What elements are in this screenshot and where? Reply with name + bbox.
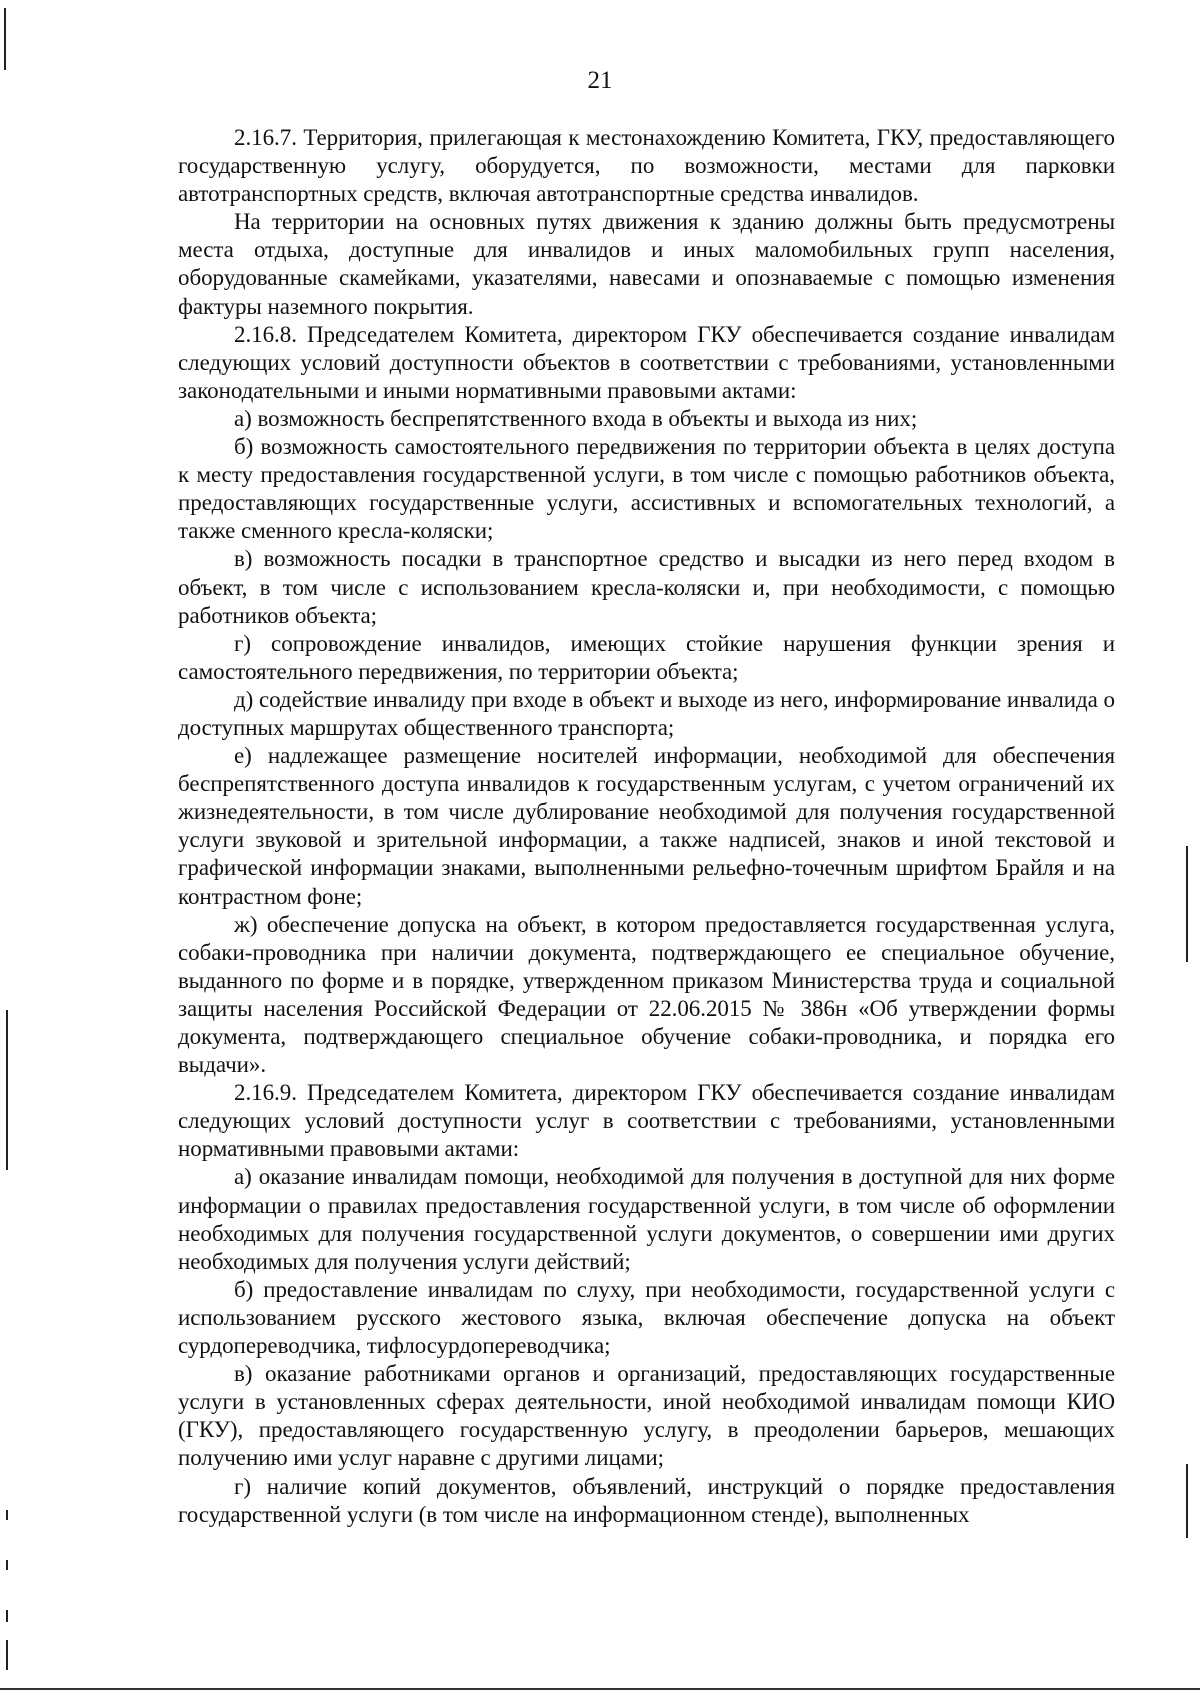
list-item-d: д) содействие инвалиду при входе в объект и выходе из него, информирование инвалида о доступных маршрутах общественного транспорта;	[178, 686, 1115, 740]
list-item-a: а) возможность беспрепятственного входа в объекты и выхода из них;	[234, 405, 918, 431]
list-item-g-services: г) наличие копий документов, объявлений, инструкций о порядке предоставления государственной услуги (в том числе на информационном стенде), выполненных	[178, 1473, 1115, 1527]
list-item-zh: ж) обеспечение допуска на объект, в котором предоставляется государственная услуга, собаки-проводника при наличии документа, подтверждающего ее специальное обучение, выданного по форме и в порядке, утвержденном приказом Министерства труда и социальной защиты населения Российской Федерации от 22.06.2015 № 386н «Об утверждении формы документа, подтверждающего специальное обучение собаки-проводника, и порядка его выдачи».	[178, 911, 1115, 1078]
list-item-v: в) возможность посадки в транспортное средство и высадки из него перед входом в объект, в том числе с использованием кресла-коляски и, при необходимости, с помощью работников объекта;	[178, 546, 1115, 628]
paragraph-rest-areas: На территории на основных путях движения к зданию должны быть предусмотрены места отдыха, доступные для инвалидов и иных маломобильных групп населения, оборудованные скамейками, указателями, навесами и опознаваемые с помощью изменения фактуры наземного покрытия.	[178, 209, 1115, 319]
list-item-e: е) надлежащее размещение носителей информации, необходимой для обеспечения беспрепятственного доступа инвалидов к государственным услугам, с учетом ограничений их жизнедеятельности, в том числе дублирование необходимой для получения государственной услуги звуковой и зрительной информации, а также надписей, знаков и иной текстовой и графической информации знаками, выполненными рельефно-точечным шрифтом Брайля и на контрастном фоне;	[178, 743, 1115, 909]
scan-margin-mark	[1186, 846, 1188, 962]
list-item-g: г) сопровождение инвалидов, имеющих стойкие нарушения функции зрения и самостоятельного передвижения, по территории объекта;	[178, 630, 1115, 684]
scan-margin-mark	[6, 1610, 8, 1622]
scan-margin-mark	[1186, 1464, 1188, 1538]
document-body	[178, 124, 1115, 1529]
paragraph-2-16-9: 2.16.9. Председателем Комитета, директором ГКУ обеспечивается создание инвалидам следующих условий доступности услуг в соответствии с требованиями, установленными нормативными правовыми актами:	[178, 1080, 1115, 1162]
scan-margin-mark	[6, 1010, 8, 1170]
scan-margin-mark	[6, 1560, 8, 1570]
list-item-a-services: а) оказание инвалидам помощи, необходимой для получения в доступной для них форме информации о правилах предоставления государственной услуги, в том числе об оформлении необходимых для получения государственной услуги документов, о совершении ими других необходимых для получения услуги действий;	[178, 1164, 1115, 1274]
page-number: 21	[587, 67, 613, 94]
list-item-b-services: б) предоставление инвалидам по слуху, при необходимости, государственной услуги с использованием русского жестового языка, включая обеспечение допуска на объект сурдопереводчика, тифлосурдопереводчика;	[178, 1276, 1115, 1359]
scan-margin-mark	[6, 1640, 8, 1670]
list-item-v-services: в) оказание работниками органов и организаций, предоставляющих государственные услуги в установленных сферах деятельности, иной необходимой инвалидам помощи КИО (ГКУ), предоставляющего государственную услугу, в преодолении барьеров, мешающих получению ими услуг наравне с другими лицами;	[178, 1361, 1115, 1471]
scan-margin-mark	[6, 1510, 8, 1520]
list-item-b: б) возможность самостоятельного передвижения по территории объекта в целях доступа к месту предоставления государственной услуги, в том числе с помощью работников объекта, предоставляющих государственные услуги, ассистивных и вспомогательных технологий, а также сменного кресла-коляски;	[178, 434, 1115, 544]
paragraph-2-16-8: 2.16.8. Председателем Комитета, директором ГКУ обеспечивается создание инвалидам следующих условий доступности объектов в соответствии с требованиями, установленными законодательными и иными нормативными правовыми актами:	[178, 321, 1115, 403]
scan-margin-mark	[4, 8, 6, 70]
scan-bottom-edge	[0, 1688, 1200, 1690]
paragraph-2-16-7: 2.16.7. Территория, прилегающая к местонахождению Комитета, ГКУ, предоставляющего государственную услугу, оборудуется, по возможности, местами для парковки автотранспортных средств, включая автотранспортные средства инвалидов.	[178, 125, 1115, 207]
